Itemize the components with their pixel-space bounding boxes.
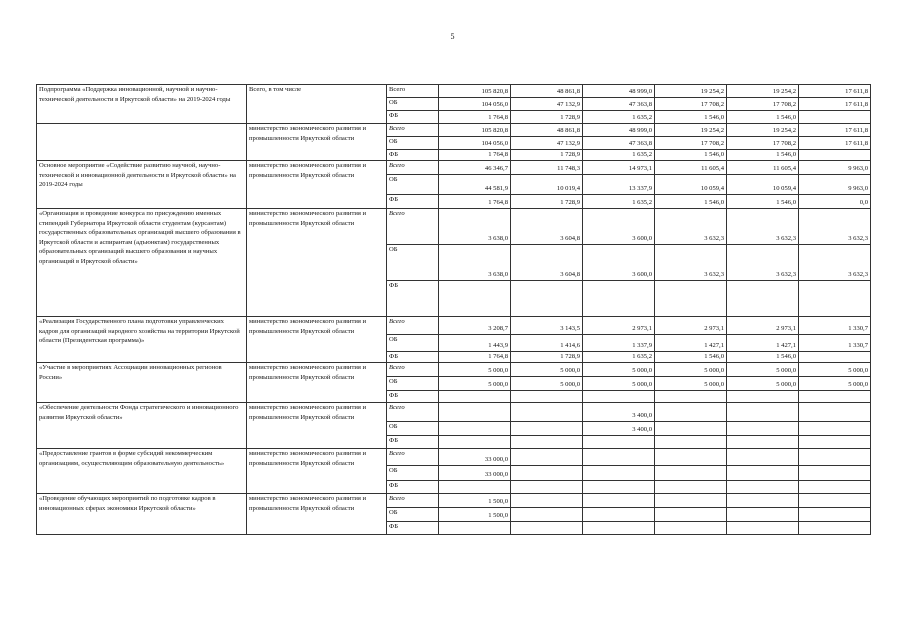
funding-source: Всего (387, 161, 439, 175)
executor: министерство экономического развития и промышленности Иркутской области (247, 449, 387, 494)
funding-source: Всего (387, 363, 439, 377)
amount-cell (799, 150, 871, 161)
amount-cell: 1 764,8 (439, 150, 511, 161)
amount-cell: 5 000,0 (511, 363, 583, 377)
amount-cell: 1 635,2 (583, 150, 655, 161)
amount-cell (727, 494, 799, 508)
amount-cell: 17 611,8 (799, 137, 871, 150)
amount-cell: 3 400,0 (583, 422, 655, 436)
amount-cell: 48 999,0 (583, 85, 655, 98)
amount-cell: 17 611,8 (799, 85, 871, 98)
amount-cell (439, 403, 511, 422)
table-row (37, 317, 871, 335)
amount-cell (799, 111, 871, 124)
amount-cell (583, 436, 655, 449)
amount-cell: 5 000,0 (439, 363, 511, 377)
table-row (37, 85, 871, 98)
amount-cell: 1 414,6 (511, 335, 583, 352)
amount-cell: 5 000,0 (655, 363, 727, 377)
amount-cell: 1 546,0 (655, 352, 727, 363)
amount-cell (727, 522, 799, 535)
amount-cell (583, 449, 655, 466)
amount-cell (655, 508, 727, 522)
amount-cell: 104 056,0 (439, 137, 511, 150)
funding-source: ФБ (387, 150, 439, 161)
amount-cell: 9 963,0 (799, 175, 871, 195)
amount-cell (439, 481, 511, 494)
amount-cell (727, 449, 799, 466)
amount-cell (583, 494, 655, 508)
amount-cell (655, 494, 727, 508)
amount-cell: 1 635,2 (583, 111, 655, 124)
funding-source: Всего (387, 449, 439, 466)
amount-cell: 104 056,0 (439, 98, 511, 111)
amount-cell (799, 449, 871, 466)
funding-source: ФБ (387, 111, 439, 124)
executor: министерство экономического развития и промышленности Иркутской области (247, 317, 387, 363)
amount-cell: 1 427,1 (727, 335, 799, 352)
amount-cell (655, 481, 727, 494)
amount-cell (727, 281, 799, 317)
amount-cell: 10 019,4 (511, 175, 583, 195)
activity-name: Основное мероприятие «Содействие развитию научной, научно-технической и инновационной деятельности в Иркутской области» на 2019-2024 годы (37, 161, 247, 209)
amount-cell: 105 820,8 (439, 124, 511, 137)
amount-cell: 1 728,9 (511, 352, 583, 363)
funding-source: Всего (387, 124, 439, 137)
amount-cell: 1 635,2 (583, 195, 655, 209)
amount-cell: 1 337,9 (583, 335, 655, 352)
amount-cell: 11 748,3 (511, 161, 583, 175)
amount-cell: 3 632,3 (655, 245, 727, 281)
amount-cell: 3 632,3 (799, 245, 871, 281)
amount-cell: 5 000,0 (799, 377, 871, 391)
amount-cell: 47 363,8 (583, 98, 655, 111)
amount-cell (799, 494, 871, 508)
funding-source: ФБ (387, 352, 439, 363)
amount-cell (727, 481, 799, 494)
amount-cell: 19 254,2 (655, 85, 727, 98)
amount-cell: 10 059,4 (655, 175, 727, 195)
funding-source: ОБ (387, 245, 439, 281)
amount-cell: 3 600,0 (583, 209, 655, 245)
amount-cell (439, 422, 511, 436)
executor: министерство экономического развития и промышленности Иркутской области (247, 124, 387, 161)
amount-cell (799, 352, 871, 363)
activity-name: «Предоставление грантов в форме субсидий некоммерческим организациям, осуществляющим образовательную деятельность» (37, 449, 247, 494)
amount-cell (511, 449, 583, 466)
amount-cell: 3 143,5 (511, 317, 583, 335)
amount-cell (583, 481, 655, 494)
activity-name (37, 124, 247, 161)
amount-cell: 0,0 (799, 195, 871, 209)
amount-cell: 48 999,0 (583, 124, 655, 137)
amount-cell (583, 508, 655, 522)
amount-cell: 1 546,0 (727, 111, 799, 124)
funding-source: Всего (387, 317, 439, 335)
amount-cell: 5 000,0 (439, 377, 511, 391)
amount-cell: 5 000,0 (727, 377, 799, 391)
executor: министерство экономического развития и промышленности Иркутской области (247, 403, 387, 449)
funding-source: ФБ (387, 481, 439, 494)
amount-cell (511, 391, 583, 403)
table-row (37, 494, 871, 508)
activity-name: «Реализация Государственного плана подготовки управленческих кадров для организаций народного хозяйства на территории Иркутской области (Президентская программа)» (37, 317, 247, 363)
amount-cell (727, 403, 799, 422)
amount-cell (655, 449, 727, 466)
funding-source: ФБ (387, 391, 439, 403)
amount-cell: 19 254,2 (727, 124, 799, 137)
amount-cell (727, 391, 799, 403)
amount-cell (799, 422, 871, 436)
amount-cell: 33 000,0 (439, 449, 511, 466)
funding-source: ОБ (387, 175, 439, 195)
amount-cell (511, 403, 583, 422)
table-row (37, 363, 871, 377)
executor: министерство экономического развития и промышленности Иркутской области (247, 363, 387, 403)
amount-cell (655, 281, 727, 317)
funding-source: Всего (387, 494, 439, 508)
funding-source: Всего (387, 403, 439, 422)
amount-cell: 1 546,0 (655, 195, 727, 209)
amount-cell (511, 508, 583, 522)
amount-cell (511, 466, 583, 481)
amount-cell: 1 546,0 (655, 111, 727, 124)
amount-cell: 48 861,8 (511, 124, 583, 137)
amount-cell: 1 546,0 (655, 150, 727, 161)
amount-cell: 2 973,1 (583, 317, 655, 335)
amount-cell: 19 254,2 (727, 85, 799, 98)
amount-cell (583, 522, 655, 535)
amount-cell: 17 708,2 (655, 137, 727, 150)
amount-cell: 3 600,0 (583, 245, 655, 281)
amount-cell: 1 635,2 (583, 352, 655, 363)
amount-cell (727, 466, 799, 481)
activity-name: «Организация и проведение конкурса по присуждению именных стипендий Губернатора Иркутской области студентам (курсантам) государственных образовательных организаций высшего образования в Иркутской области и аспирантам (адъюнктам) государственных образовательных организаций высшего образования и научных организаций в Иркутской области» (37, 209, 247, 317)
amount-cell: 3 632,3 (727, 245, 799, 281)
amount-cell (799, 403, 871, 422)
amount-cell: 105 820,8 (439, 85, 511, 98)
amount-cell: 3 638,0 (439, 245, 511, 281)
amount-cell (799, 466, 871, 481)
amount-cell (439, 522, 511, 535)
page-number: 5 (450, 32, 455, 41)
amount-cell (655, 422, 727, 436)
amount-cell: 1 443,9 (439, 335, 511, 352)
funding-source: ОБ (387, 98, 439, 111)
amount-cell: 5 000,0 (655, 377, 727, 391)
amount-cell: 11 605,4 (727, 161, 799, 175)
activity-name: «Проведение обучающих мероприятий по подготовке кадров в инновационных сферах экономики Иркутской области» (37, 494, 247, 535)
funding-source: ФБ (387, 195, 439, 209)
amount-cell: 17 708,2 (727, 137, 799, 150)
amount-cell: 1 500,0 (439, 508, 511, 522)
amount-cell (511, 494, 583, 508)
amount-cell: 46 346,7 (439, 161, 511, 175)
amount-cell: 14 973,1 (583, 161, 655, 175)
amount-cell: 1 764,8 (439, 195, 511, 209)
amount-cell: 17 708,2 (727, 98, 799, 111)
funding-source: ОБ (387, 508, 439, 522)
funding-source: ОБ (387, 422, 439, 436)
amount-cell: 3 632,3 (655, 209, 727, 245)
amount-cell: 3 604,8 (511, 209, 583, 245)
amount-cell: 48 861,8 (511, 85, 583, 98)
amount-cell: 47 132,9 (511, 137, 583, 150)
amount-cell: 1 427,1 (655, 335, 727, 352)
amount-cell (439, 281, 511, 317)
amount-cell: 3 208,7 (439, 317, 511, 335)
funding-source: ОБ (387, 137, 439, 150)
amount-cell: 47 363,8 (583, 137, 655, 150)
amount-cell: 17 611,8 (799, 124, 871, 137)
amount-cell (799, 522, 871, 535)
table-row (37, 403, 871, 422)
amount-cell: 1 728,9 (511, 195, 583, 209)
amount-cell: 3 604,8 (511, 245, 583, 281)
activity-name: Подпрограмма «Поддержка инновационной, научной и научно-технической деятельности в Иркутской области» на 2019-2024 годы (37, 85, 247, 124)
amount-cell (727, 422, 799, 436)
amount-cell: 1 546,0 (727, 150, 799, 161)
amount-cell: 5 000,0 (583, 377, 655, 391)
amount-cell (511, 436, 583, 449)
activity-name: «Обеспечение деятельности Фонда стратегического и инновационного развития Иркутской области» (37, 403, 247, 449)
amount-cell: 9 963,0 (799, 161, 871, 175)
amount-cell: 11 605,4 (655, 161, 727, 175)
amount-cell (799, 436, 871, 449)
amount-cell (583, 466, 655, 481)
amount-cell: 13 337,9 (583, 175, 655, 195)
funding-source: ФБ (387, 522, 439, 535)
amount-cell: 5 000,0 (799, 363, 871, 377)
amount-cell (799, 481, 871, 494)
amount-cell: 1 330,7 (799, 335, 871, 352)
amount-cell (799, 508, 871, 522)
table-row (37, 124, 871, 137)
amount-cell (655, 522, 727, 535)
amount-cell (727, 508, 799, 522)
amount-cell (655, 403, 727, 422)
funding-source: ФБ (387, 436, 439, 449)
amount-cell: 33 000,0 (439, 466, 511, 481)
amount-cell: 19 254,2 (655, 124, 727, 137)
amount-cell (799, 281, 871, 317)
executor: министерство экономического развития и промышленности Иркутской области (247, 209, 387, 317)
funding-source: Всего (387, 209, 439, 245)
amount-cell: 3 638,0 (439, 209, 511, 245)
amount-cell (583, 391, 655, 403)
amount-cell (655, 466, 727, 481)
amount-cell: 1 728,9 (511, 150, 583, 161)
amount-cell: 5 000,0 (511, 377, 583, 391)
amount-cell: 3 632,3 (727, 209, 799, 245)
amount-cell: 17 708,2 (655, 98, 727, 111)
amount-cell: 10 059,4 (727, 175, 799, 195)
amount-cell (799, 391, 871, 403)
amount-cell (439, 436, 511, 449)
amount-cell (511, 422, 583, 436)
amount-cell: 1 500,0 (439, 494, 511, 508)
amount-cell: 1 546,0 (727, 352, 799, 363)
funding-source: ОБ (387, 335, 439, 352)
amount-cell (655, 391, 727, 403)
amount-cell: 47 132,9 (511, 98, 583, 111)
amount-cell (511, 522, 583, 535)
amount-cell (727, 436, 799, 449)
table-row (37, 449, 871, 466)
executor: министерство экономического развития и промышленности Иркутской области (247, 161, 387, 209)
budget-table (36, 84, 871, 535)
amount-cell: 1 764,8 (439, 111, 511, 124)
amount-cell: 17 611,8 (799, 98, 871, 111)
activity-name: «Участие в мероприятиях Ассоциации инновационных регионов России» (37, 363, 247, 403)
executor: министерство экономического развития и промышленности Иркутской области (247, 494, 387, 535)
amount-cell: 1 764,8 (439, 352, 511, 363)
funding-source: ФБ (387, 281, 439, 317)
amount-cell (511, 481, 583, 494)
amount-cell (439, 391, 511, 403)
amount-cell: 5 000,0 (727, 363, 799, 377)
amount-cell: 3 632,3 (799, 209, 871, 245)
amount-cell: 2 973,1 (727, 317, 799, 335)
amount-cell: 5 000,0 (583, 363, 655, 377)
table-row (37, 209, 871, 245)
executor: Всего, в том числе (247, 85, 387, 124)
funding-source: ОБ (387, 377, 439, 391)
table-row (37, 161, 871, 175)
funding-source: Всего (387, 85, 439, 98)
funding-source: ОБ (387, 466, 439, 481)
amount-cell: 2 973,1 (655, 317, 727, 335)
amount-cell (583, 281, 655, 317)
amount-cell: 44 581,9 (439, 175, 511, 195)
amount-cell: 3 400,0 (583, 403, 655, 422)
amount-cell (655, 436, 727, 449)
amount-cell: 1 728,9 (511, 111, 583, 124)
amount-cell (511, 281, 583, 317)
amount-cell: 1 330,7 (799, 317, 871, 335)
amount-cell: 1 546,0 (727, 195, 799, 209)
